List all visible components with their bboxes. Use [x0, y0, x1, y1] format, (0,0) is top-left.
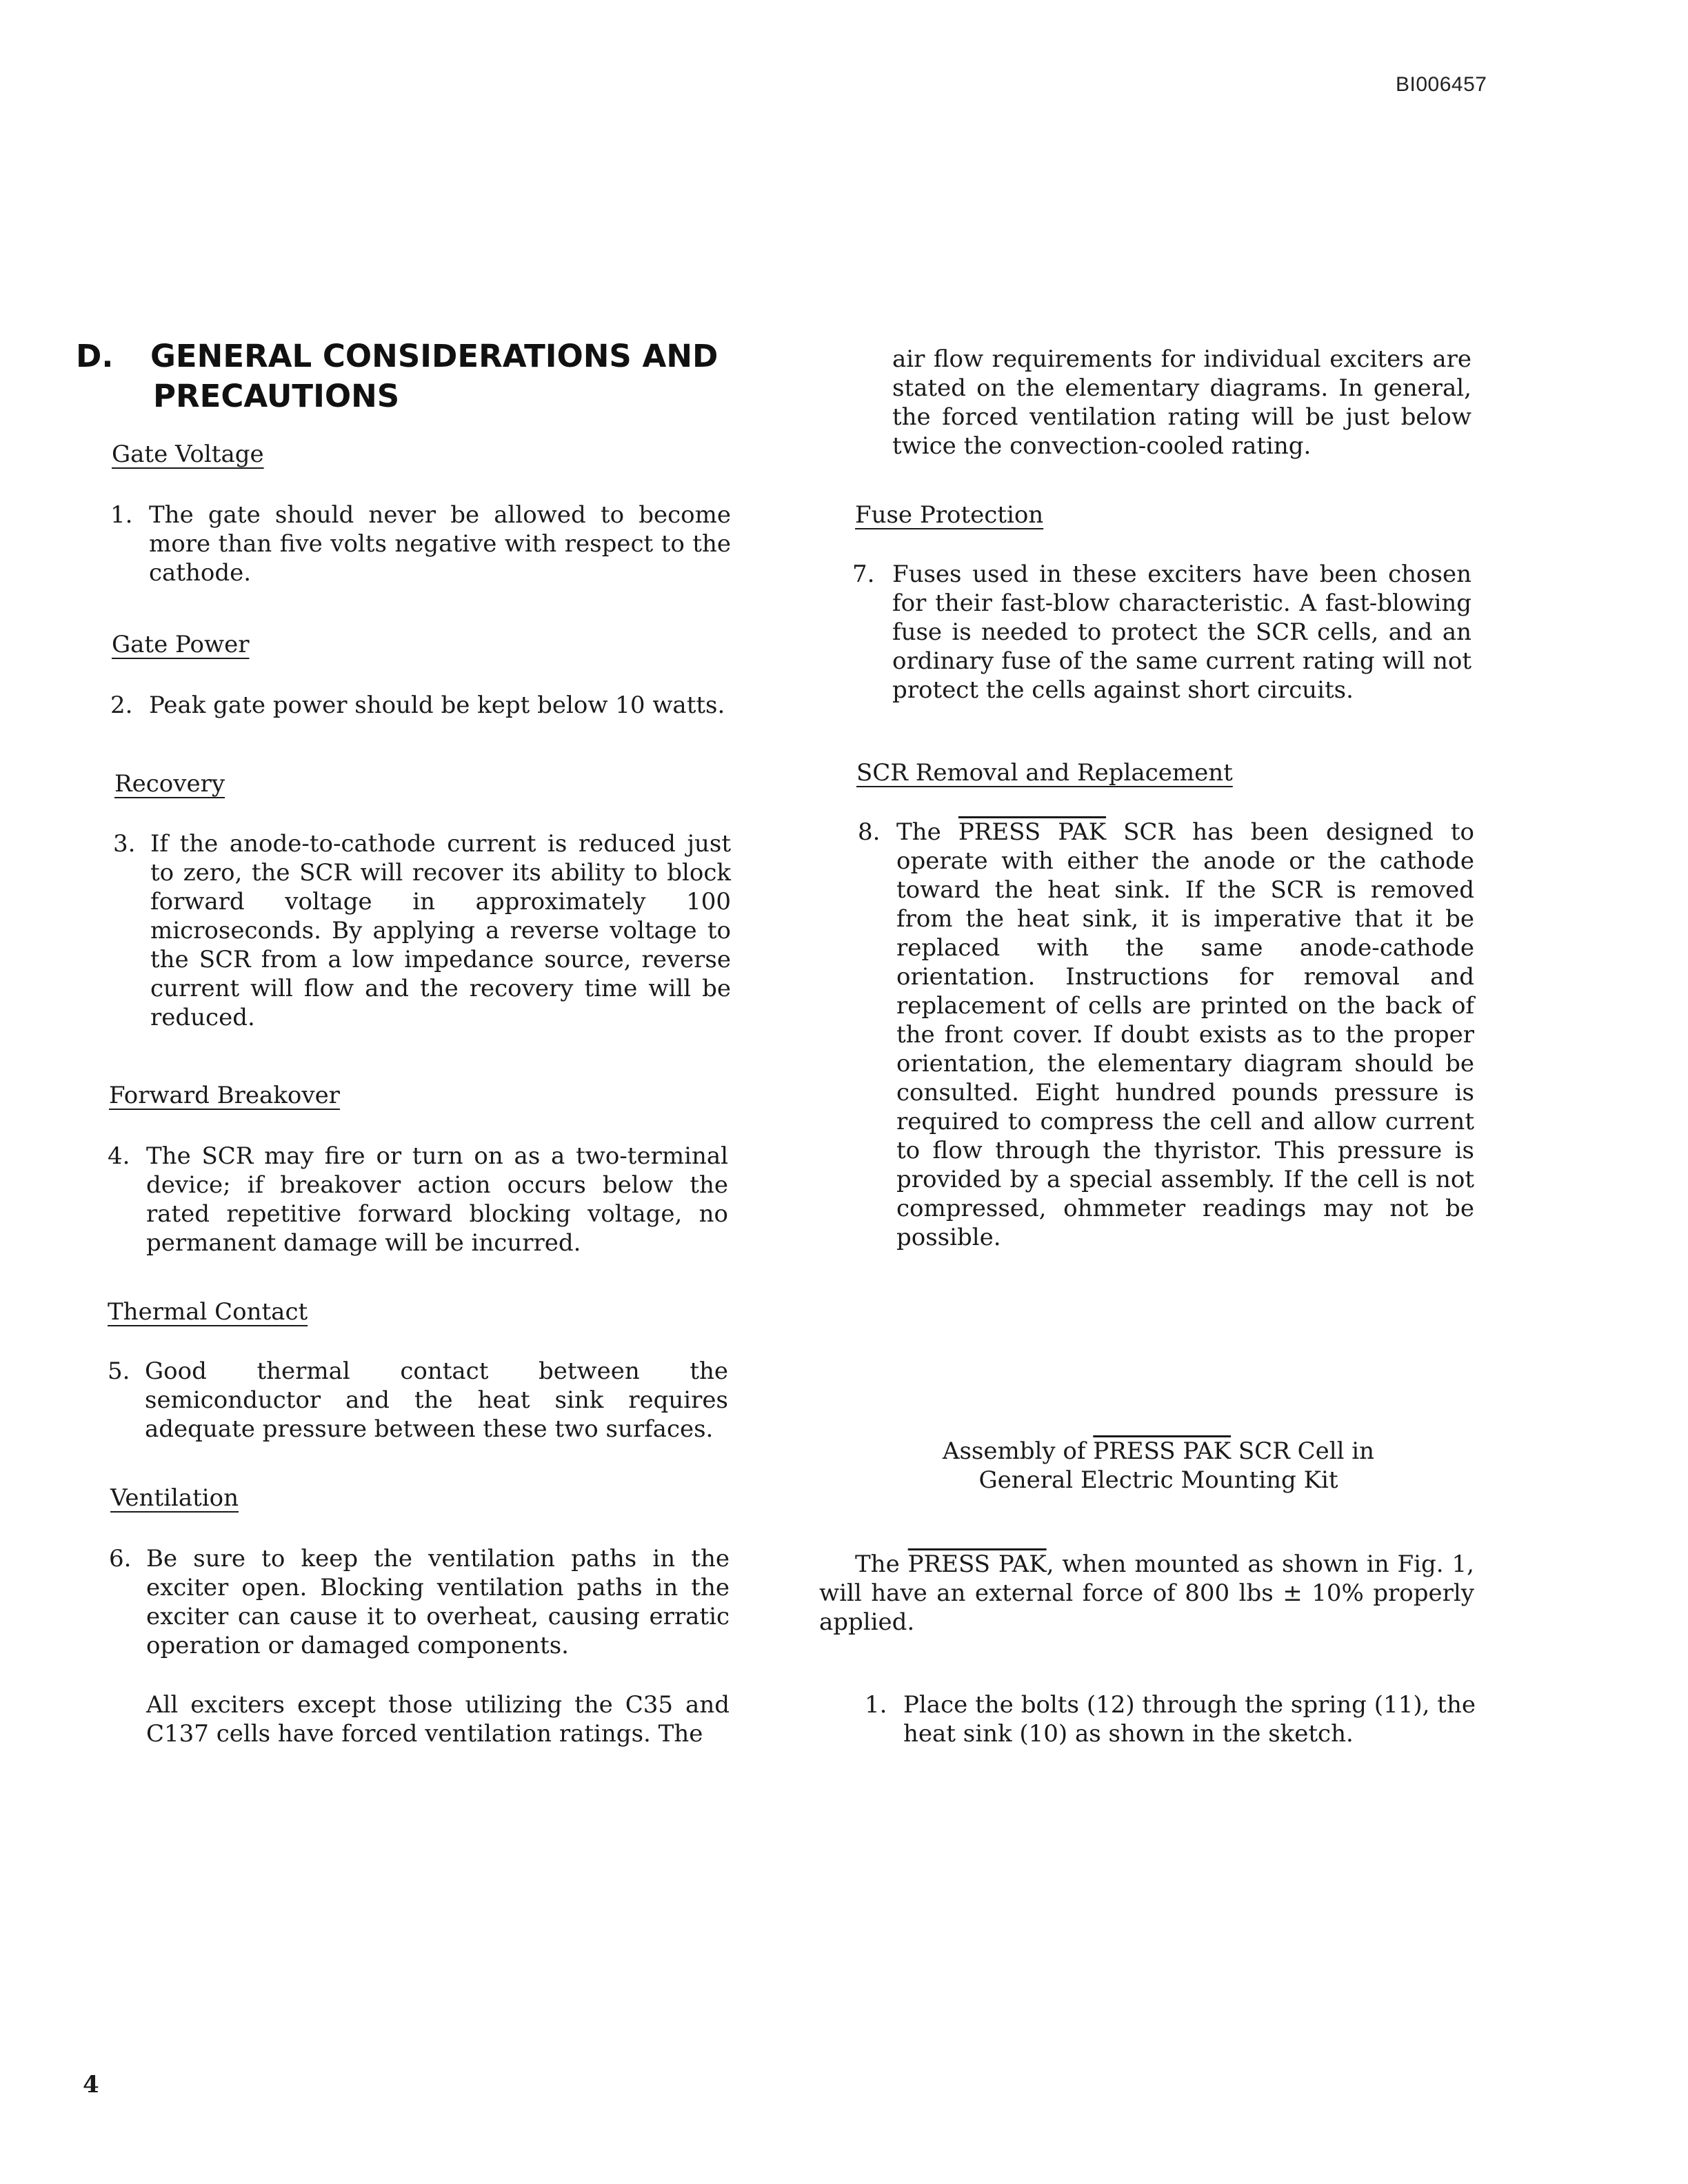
step-number: 1.: [865, 1691, 887, 1719]
caption-line2: General Electric Mounting Kit: [978, 1466, 1338, 1494]
press-pak-brand: PRESS PAK: [958, 818, 1106, 846]
item-text: The SCR may fire or turn on as a two-terminal device; if breakover action occurs below the rated repetitive forward blocking voltage, no permanent damage will be incurred.: [146, 1142, 728, 1257]
item-2: [110, 691, 731, 720]
assembly-paragraph: [819, 1550, 1474, 1637]
item-7: [852, 560, 1471, 705]
item-number: 1.: [110, 501, 133, 529]
item-text: The gate should never be allowed to become more than five volts negative with respect to the cathode.: [149, 501, 731, 587]
heading-recovery: Recovery: [114, 770, 225, 798]
item-1: [110, 501, 731, 587]
assembly-step-1: [865, 1690, 1476, 1748]
page-number: 4: [83, 2071, 99, 2099]
item-number: 6.: [109, 1545, 132, 1573]
section-letter: D.: [76, 338, 114, 374]
heading-ventilation: Ventilation: [110, 1484, 239, 1512]
item-text: Peak gate power should be kept below 10 watts.: [149, 691, 725, 719]
caption-post: SCR Cell in: [1238, 1437, 1375, 1465]
item-number: 3.: [113, 830, 136, 858]
heading-thermal-contact: Thermal Contact: [108, 1298, 308, 1326]
item-5: [108, 1357, 728, 1444]
item-body: SCR has been designed to operate with either the anode or the cathode toward the heat sink. If the SCR is removed from the heat sink, it is imperative that it be replaced with the same anode-cathode orientation. Instructions for removal and replacement of cells are printed on the back of the front cover. If doubt exists as to the proper orientation, the elementary diagram should be consulted. Eight hundred pounds pressure is required to compress the cell and allow current to flow through the thyristor. This pressure is provided by a special assembly. If the cell is not compressed, ohmmeter readings may not be possible.: [896, 818, 1474, 1251]
section-title-line2: PRECAUTIONS: [153, 378, 400, 414]
item-text: Be sure to keep the ventilation paths in the exciter open. Blocking ventilation paths in the exciter can cause it to overheat, causing erratic operation or damaged components.: [146, 1545, 730, 1659]
item-text: Fuses used in these exciters have been chosen for their fast-blow characteristic. A fast-blowing fuse is needed to protect the SCR cells, and an ordinary fuse of the same current rating will not protect the cells against short circuits.: [892, 560, 1471, 704]
caption-line1: [848, 1437, 1469, 1466]
item-number: 2.: [110, 691, 133, 719]
item-text: If the anode-to-cathode current is reduced just to zero, the SCR will recover its ability to block forward voltage in approximately 100 microseconds. By applying a reverse voltage to the SCR from a low impedance source, reverse current will flow and the recovery time will be reduced.: [150, 830, 731, 1031]
item-text: [858, 818, 1474, 1252]
heading-scr-removal: SCR Removal and Replacement: [856, 759, 1233, 787]
caption-pre: Assembly of: [942, 1437, 1086, 1465]
section-title: [76, 336, 718, 416]
item-number: 8.: [858, 818, 881, 846]
item-3: [113, 829, 731, 1032]
heading-forward-breakover: Forward Breakover: [109, 1082, 340, 1109]
item-text: Good thermal contact between the semiconductor and the heat sink requires adequate pressure between these two surfaces.: [145, 1357, 728, 1443]
section-title-line1: GENERAL CONSIDERATIONS AND: [150, 338, 719, 374]
caption-brand: PRESS PAK: [1093, 1437, 1232, 1465]
item-6: [109, 1544, 730, 1660]
item-lead: The: [896, 818, 941, 846]
heading-fuse-protection: Fuse Protection: [855, 501, 1044, 529]
heading-gate-voltage: Gate Voltage: [112, 441, 264, 468]
document-id: BI006457: [1396, 73, 1487, 96]
item-number: 7.: [852, 560, 875, 588]
continued-paragraph: air flow requirements for individual exciters are stated on the elementary diagrams. In general, the forced ventilation rating will be just below twice the convection-cooled rating.: [892, 345, 1471, 460]
para-brand: PRESS PAK: [907, 1550, 1047, 1578]
item-number: 5.: [108, 1357, 130, 1385]
item-4: [108, 1142, 728, 1257]
assembly-caption: [848, 1437, 1469, 1495]
ventilation-paragraph: All exciters except those utilizing the C35 and C137 cells have forced ventilation ratings. The: [146, 1691, 730, 1748]
item-8: [858, 818, 1474, 1252]
step-text: Place the bolts (12) through the spring (11), the heat sink (10) as shown in the sketch.: [903, 1691, 1476, 1748]
item-number: 4.: [108, 1142, 130, 1170]
heading-gate-power: Gate Power: [112, 631, 250, 658]
para-lead: The: [855, 1550, 900, 1578]
para-text: , when mounted as shown in Fig. 1, will have an external force of 800 lbs ± 10% properly applied.: [819, 1550, 1474, 1636]
